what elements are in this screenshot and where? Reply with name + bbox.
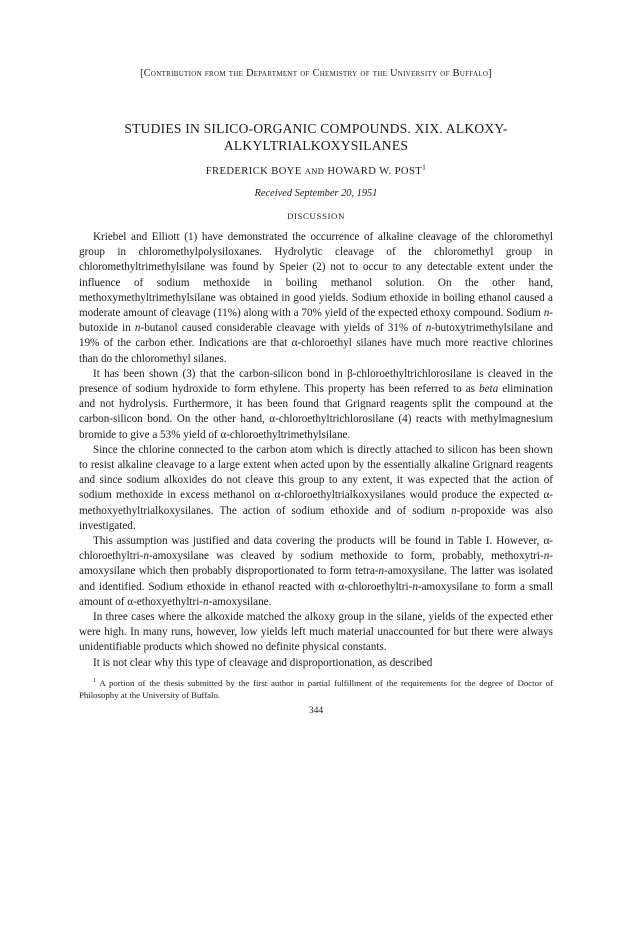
department-text: [Contribution from the Department of Chemistry of the University of Buffalo] [140, 68, 492, 79]
paragraph-1: Kriebel and Elliott (1) have demonstrated the occurrence of alkaline cleavage of the chloromethyl group in chloromethylpolysiloxanes. Hydrolytic cleavage of the chloromethyl group in chloromethyltrimethylsilane was found by Speier (2) not to occur to any detectable extent under the influence of sodium methoxide in boiling methanol solution. On the other hand, methoxymethyltrimethylsilane was obtained in good yields. Sodium ethoxide in boiling ethanol caused a moderate amount of cleavage (11%) along with a 70% yield of the expected ethoxy compound. Sodium n-butoxide in n-butanol caused considerable cleavage with yields of 31% of n-butoxytrimethylsilane and 19% of the carbon ether. Indications are that α-chloroethyl silanes have much more reactive chlorines than do the chloromethyl silanes. [79, 231, 553, 365]
author-names: FREDERICK BOYE AND HOWARD W. POST [205, 166, 423, 177]
section-heading: DISCUSSION [287, 211, 345, 221]
page-number: 344 [308, 704, 324, 716]
footnote [79, 677, 553, 701]
author-footnote-mark: 1 [422, 162, 427, 172]
paragraph-6: It is not clear why this type of cleavage and disproportionation, as described [93, 656, 433, 669]
title-line-2: ALKYLTRIALKOXYSILANES [223, 138, 409, 153]
footnote-mark: 1 [93, 677, 97, 684]
journal-page [79, 60, 553, 716]
paragraph-4: This assumption was justified and data covering the products will be found in Table I. However, α-chloroethyltri-n-amoxysilane was cleaved by sodium methoxide to form, probably, methoxytri-n-amoxysilane which then probably disproportionated to form tetra-n-amoxysilane. The latter was isolated and identified. Sodium ethoxide in ethanol reacted with α-chloroethyltri-n-amoxysilane to form a small amount of α-ethoxyethyltri-n-amoxysilane. [79, 535, 554, 608]
department-header [79, 68, 553, 79]
footnote-text: A portion of the thesis submitted by the first author in partial fulfillment of the requirements for the degree of Doctor of Philosophy at the University of Buffalo. [79, 677, 554, 700]
received-date: Received September 20, 1951 [254, 188, 378, 199]
paragraph-5: In three cases where the alkoxide matched the alkoxy group in the silane, yields of the expected ether were high. In many runs, however, low yields left much material unaccounted for but there were always unidentifiable products which showed no definite physical constants. [79, 611, 553, 654]
article-title [79, 120, 553, 154]
title-line-1: STUDIES IN SILICO-ORGANIC COMPOUNDS. XIX. ALKOXY- [124, 121, 508, 136]
paragraph-3: Since the chlorine connected to the carbon atom which is directly attached to silicon has been shown to resist alkaline cleavage to a large extent when acted upon by the essentially alkaline Grignard reagents and since sodium alkoxides do not cleave this group to any extent, it was expected that the action of sodium methoxide in excess methanol on α-chloroethyltrialkoxysilanes would produce the expected α-methoxyethyltrialkoxysilanes. The action of sodium ethoxide and of sodium n-propoxide was also investigated. [79, 443, 553, 532]
author-line [79, 162, 553, 177]
article-body [79, 230, 553, 671]
paragraph-2: It has been shown (3) that the carbon-silicon bond in β-chloroethyltrichlorosilane is cleaved in the presence of sodium hydroxide to form ethylene. This property has been referred to as beta elimination and not hydrolysis. Furthermore, it has been found that Grignard reagents split the compound at the carbon-silicon bond. On the other hand, α-chloroethyltrichlorosilane (4) reacts with methylmagnesium bromide to give a 53% yield of α-chloroethyltrimethylsilane. [79, 367, 553, 441]
